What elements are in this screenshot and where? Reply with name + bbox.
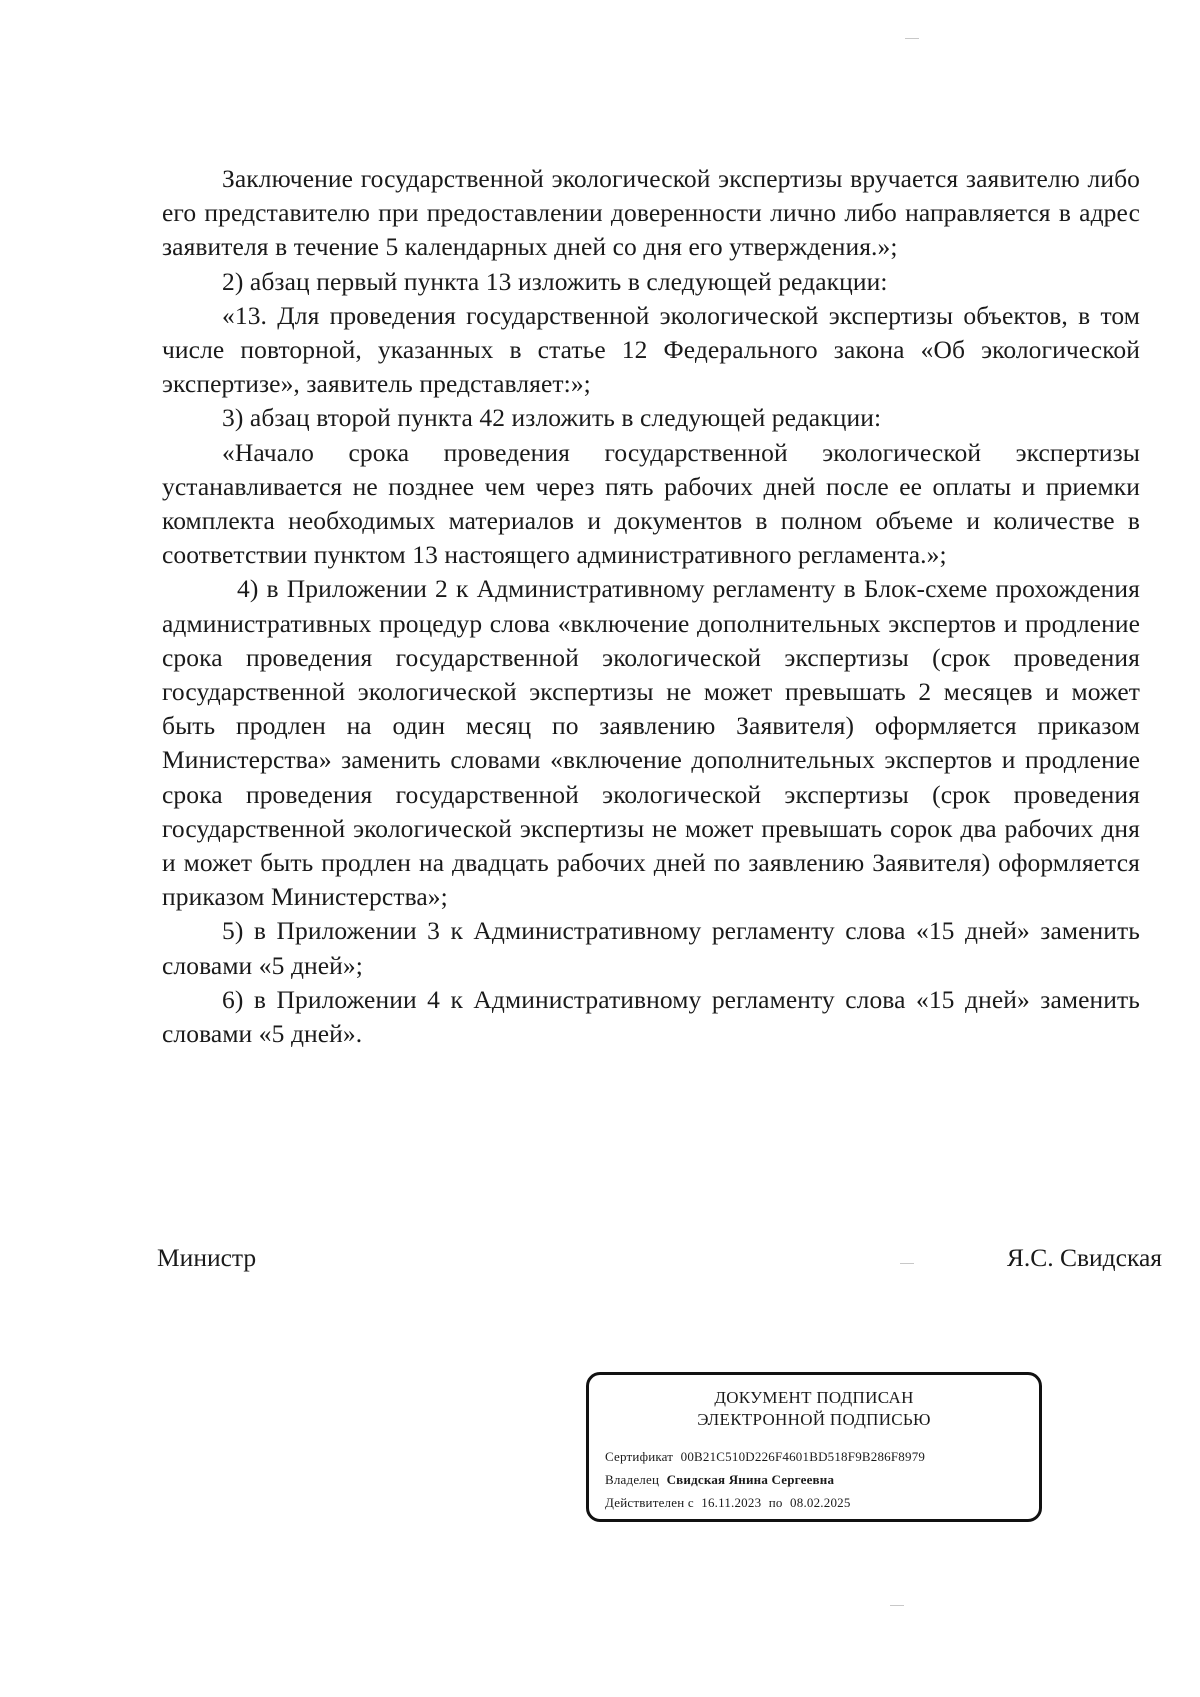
stamp-details xyxy=(605,1445,1039,1514)
paragraph-item-13-text: «13. Для проведения государственной экологической экспертизы объектов, в том числе повторной, указанных в статье 12 Федерального закона «Об экологической экспертизе», заявитель представляет:»; xyxy=(162,300,1140,399)
paragraph-item-5: 5) в Приложении 3 к Административному регламенту слова «15 дней» заменить словами «5 дней»; xyxy=(162,916,1140,980)
stamp-owner-row xyxy=(605,1468,1039,1491)
paragraph-item-2: 2) абзац первый пункта 13 изложить в следующей редакции: xyxy=(222,266,888,296)
stamp-validity-row xyxy=(605,1491,1039,1514)
document-body xyxy=(162,162,1140,1051)
paragraph-item-4: 4) в Приложении 2 к Административному регламенту в Блок-схеме прохождения административных процедур слова «включение дополнительных экспертов и продление срока проведения государственной экологической экспертизы (срок проведения государственной экологической экспертизы не может превышать 2 месяцев и может быть продлен на один месяц по заявлению Заявителя) оформляется приказом Министерства» заменить словами «включение дополнительных экспертов и продление срока проведения государственной экологической экспертизы (срок проведения государственной экологической экспертизы не может превышать сорок два рабочих дня и может быть продлен на двадцать рабочих дней по заявлению Заявителя) оформляется приказом Министерства»; xyxy=(162,574,1140,912)
stamp-certificate-label: Сертификат xyxy=(605,1449,674,1464)
paragraph-item-42-text: «Начало срока проведения государственной экологической экспертизы устанавливается не позднее чем через пять рабочих дней после ее оплаты и приемки комплекта необходимых материалов и документов в полном объеме и количестве в соответствии пунктом 13 настоящего административного регламента.»; xyxy=(162,437,1140,570)
stamp-valid-label: Действителен с xyxy=(605,1495,694,1510)
stamp-valid-to-label: по xyxy=(768,1495,783,1510)
stamp-valid-from: 16.11.2023 xyxy=(701,1495,762,1510)
signature-row xyxy=(157,1243,1162,1273)
stamp-owner-value: Свидская Янина Сергеевна xyxy=(666,1472,835,1487)
stamp-valid-to: 08.02.2025 xyxy=(790,1495,851,1510)
paragraph-conclusion: Заключение государственной экологической экспертизы вручается заявителю либо его представителю при предоставлении доверенности лично либо направляется в адрес заявителя в течение 5 календарных дней со дня его утверждения.»; xyxy=(162,164,1140,262)
scan-speck xyxy=(900,1263,914,1264)
stamp-title xyxy=(589,1387,1039,1431)
signatory-name: Я.С. Свидская xyxy=(1006,1243,1162,1272)
stamp-owner-label: Владелец xyxy=(605,1472,660,1487)
stamp-certificate-row xyxy=(605,1445,1039,1468)
stamp-title-line-2: ЭЛЕКТРОННОЙ ПОДПИСЬЮ xyxy=(697,1410,931,1429)
paragraph-item-3: 3) абзац второй пункта 42 изложить в следующей редакции: xyxy=(222,403,882,433)
electronic-signature-stamp xyxy=(586,1372,1042,1522)
scan-speck xyxy=(890,1605,904,1606)
paragraph-item-6: 6) в Приложении 4 к Административному регламенту слова «15 дней» заменить словами «5 дней». xyxy=(162,984,1140,1049)
stamp-title-line-1: ДОКУМЕНТ ПОДПИСАН xyxy=(714,1388,914,1407)
signatory-position: Министр xyxy=(157,1243,257,1272)
stamp-certificate-value: 00B21C510D226F4601BD518F9B286F8979 xyxy=(680,1449,926,1464)
scan-speck xyxy=(905,38,919,39)
